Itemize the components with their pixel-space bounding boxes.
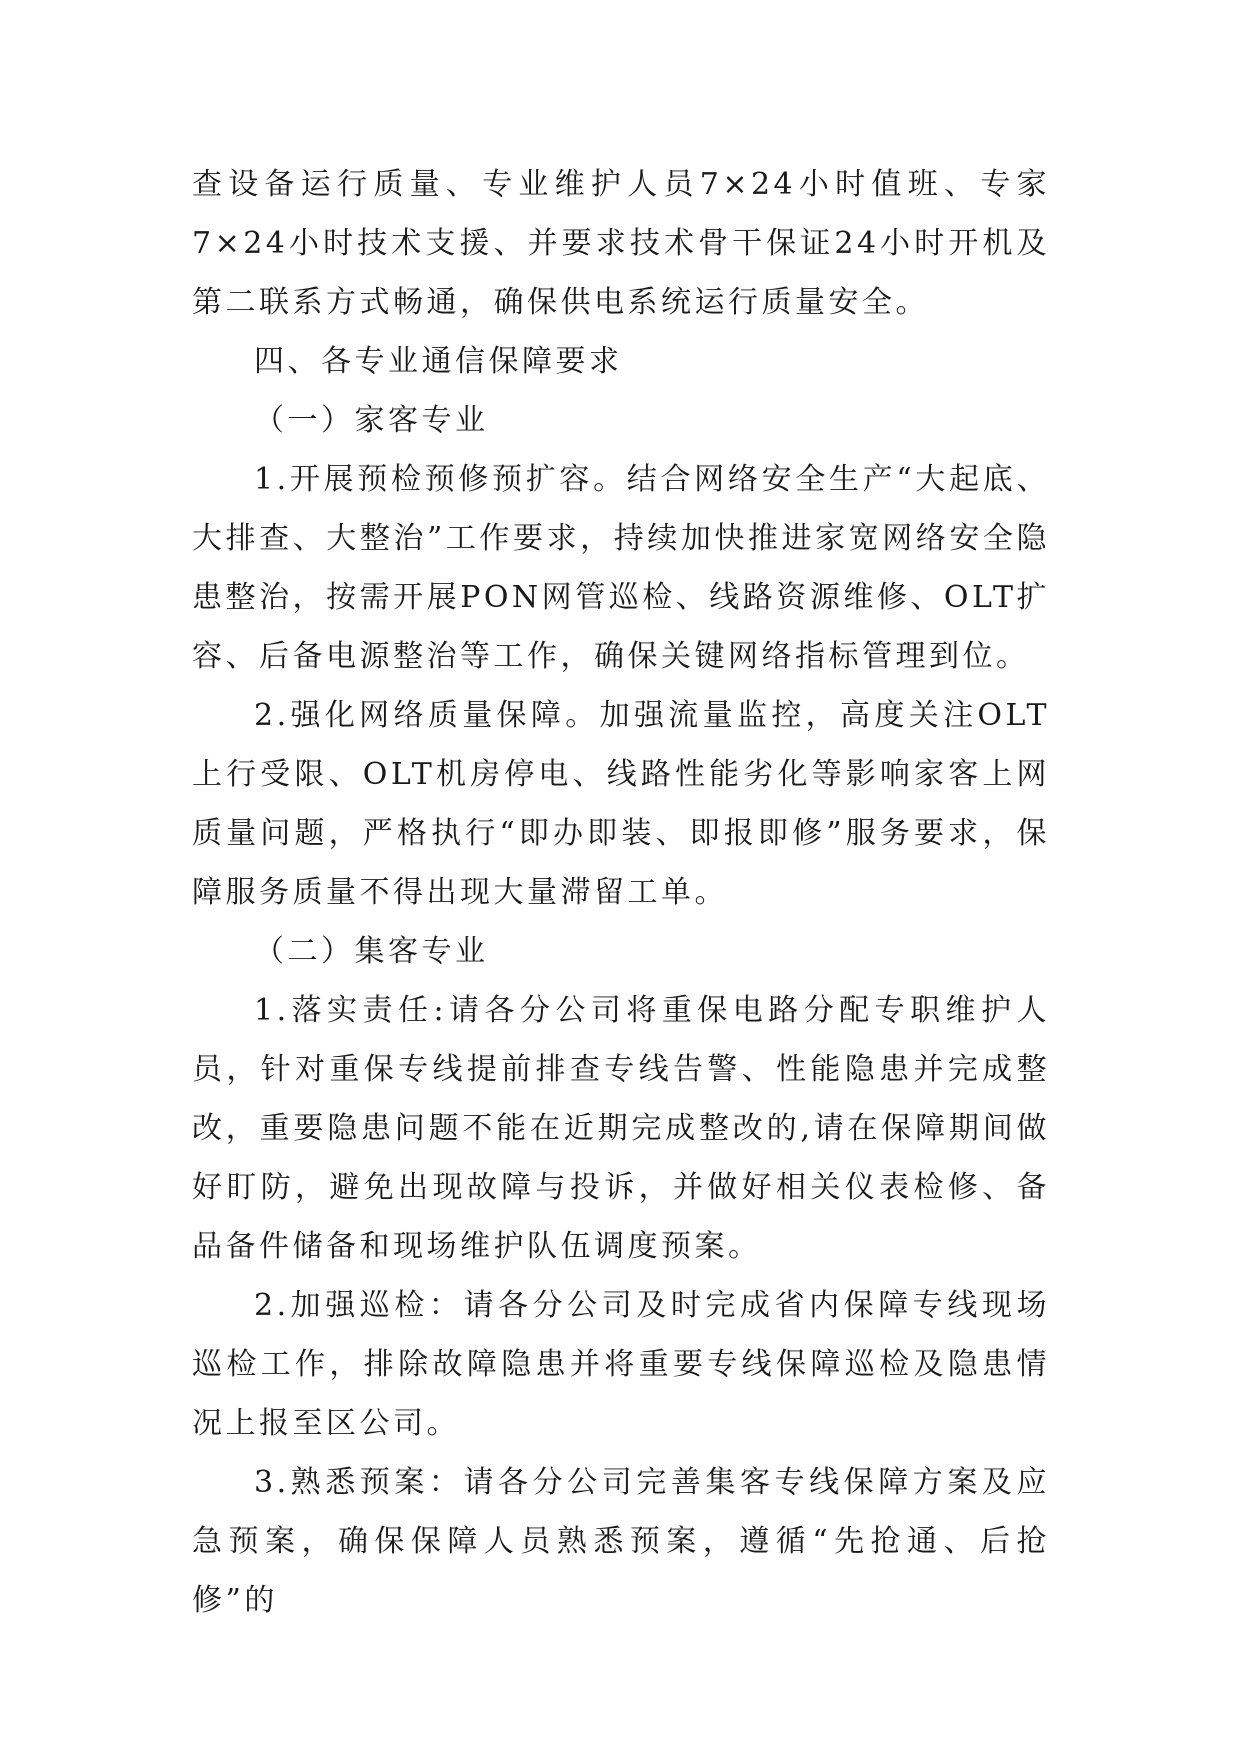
subsection-heading-enterprise-customer: （二）集客专业 bbox=[254, 934, 489, 969]
paragraph-item: 2.强化网络质量保障。加强流量监控，高度关注OLT上行受限、OLT机房停电、线路性能劣化等影响家客上网质量问题，严格执行“即办即装、即报即修”服务要求，保障服务质量不得出现大量滞留工单。 bbox=[192, 698, 1050, 910]
paragraph-item: 1.落实责任:请各分公司将重保电路分配专职维护人员，针对重保专线提前排查专线告警、性能隐患并完成整改，重要隐患问题不能在近期完成整改的,请在保障期间做好盯防，避免出现故障与投诉，并做好相关仪表检修、备品备件储备和现场维护队伍调度预案。 bbox=[192, 993, 1050, 1264]
section-heading: 四、各专业通信保障要求 bbox=[254, 344, 623, 379]
paragraph-item: 3.熟悉预案：请各分公司完善集客专线保障方案及应急预案，确保保障人员熟悉预案，遵循“先抢通、后抢修”的 bbox=[192, 1465, 1050, 1618]
paragraph-item: 1.开展预检预修预扩容。结合网络安全生产“大起底、大排查、大整治”工作要求，持续加快推进家宽网络安全隐患整治，按需开展PON网管巡检、线路资源维修、OLT扩容、后备电源整治等工作，确保关键网络指标管理到位。 bbox=[192, 462, 1050, 674]
document-body bbox=[192, 155, 1050, 1630]
paragraph-item: 2.加强巡检：请各分公司及时完成省内保障专线现场巡检工作，排除故障隐患并将重要专线保障巡检及隐患情况上报至区公司。 bbox=[192, 1288, 1050, 1441]
subsection-heading-home-customer: （一）家客专业 bbox=[254, 403, 489, 438]
paragraph-continuation: 查设备运行质量、专业维护人员7×24小时值班、专家7×24小时技术支援、并要求技术骨干保证24小时开机及第二联系方式畅通，确保供电系统运行质量安全。 bbox=[192, 167, 1050, 320]
